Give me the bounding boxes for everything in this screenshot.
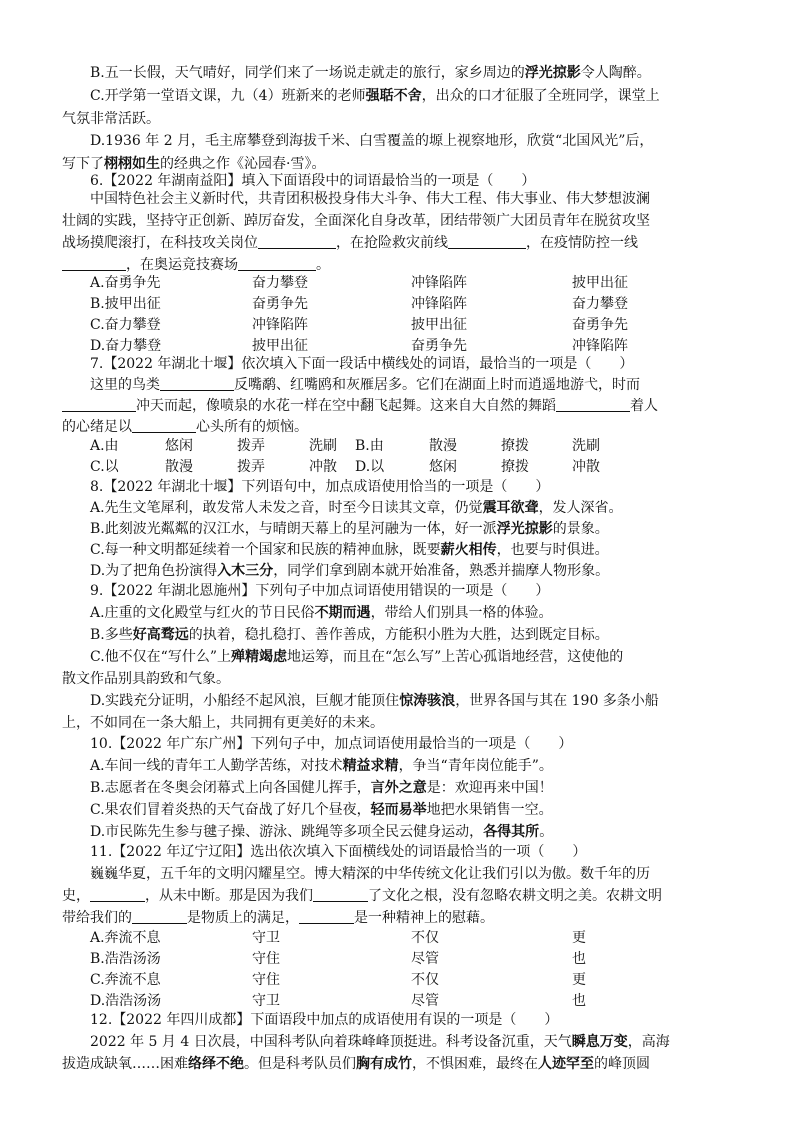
q11-option-text: B.浩浩汤汤 (90, 951, 161, 967)
q11-passage-line3: 带给我们的 是物质上的满足， 是一种精神上的慰藉。 (62, 910, 494, 926)
q6-option-text: B.披甲出征 (90, 296, 161, 312)
q9-option-d-line2: 上，不如同在一条大船上，共同拥有更美好的未来。 (62, 715, 384, 731)
q9-stem: 9.【2022 年湖北恩施州】下列句子中加点词语使用错误的一项是（ ） (90, 583, 550, 599)
q10-option-c: C.果农们冒着炎热的天气奋战了好几个昼夜，轻而易举地把水果销售一空。 (90, 802, 553, 818)
answer-blank (258, 234, 336, 249)
q7-option-text: 悠闲 (165, 438, 193, 454)
q6-option-text: 披甲出征 (411, 317, 467, 333)
q11-option-text: 守卫 (252, 993, 280, 1009)
q12-stem: 12.【2022 年四川成都】下面语段中加点的成语使用有误的一项是（ ） (90, 1012, 559, 1028)
q7-passage-line2: 冲天而起，像喷泉的水花一样在空中翻飞起舞。这来自大自然的舞蹈 着人 (62, 397, 658, 415)
q8-stem: 8.【2022 年湖北十堰】下列语句中，加点成语使用恰当的一项是（ ） (90, 479, 550, 495)
q10-option-b: B.志愿者在冬奥会闭幕式上向各国健儿挥手，言外之意是：欢迎再来中国！ (90, 780, 553, 796)
q6-passage-line4: ，在奥运竞技赛场 。 (62, 256, 330, 274)
q10-option-a: A.车间一线的青年工人勤学苦练，对技术精益求精，争当“青年岗位能手”。 (90, 758, 553, 774)
q11-option-text: 也 (572, 951, 586, 967)
q11-option-text: 尽管 (411, 951, 439, 967)
q6-option-text: A.奋勇争先 (90, 275, 161, 291)
q6-option-text: 奋勇争先 (252, 296, 308, 312)
q7-option-text: 散漫 (429, 438, 457, 454)
q6-option-text: 冲锋陷阵 (572, 338, 628, 354)
q11-option-text: D.浩浩汤汤 (90, 993, 162, 1009)
answer-blank (299, 909, 354, 924)
q6-option-text: 冲锋陷阵 (411, 275, 467, 291)
q6-stem: 6.【2022 年湖南益阳】填入下面语段中的词语最恰当的一项是（ ） (90, 173, 536, 189)
q10-stem: 10.【2022 年广东广州】下列句子中，加点词语使用最恰当的一项是（ ） (90, 736, 573, 752)
answer-blank (313, 887, 368, 902)
answer-blank (160, 376, 234, 391)
q9-option-c-line2: 散文作品别具韵致和气象。 (62, 671, 230, 687)
q11-option-text: 更 (572, 972, 586, 988)
answer-blank (238, 256, 316, 271)
answer-blank (132, 909, 187, 924)
q6-option-text: 奋勇争先 (572, 317, 628, 333)
q7-option-text: 撩拨 (501, 459, 529, 475)
q11-option-text: 也 (572, 993, 586, 1009)
q8-option-c: C.每一种文明都延续着一个国家和民族的精神血脉，既要薪火相传，也要与时俱进。 (90, 542, 609, 558)
q11-option-text: 不仅 (411, 972, 439, 988)
q11-passage-line2: 史， ，从未中断。那是因为我们 了文化之根，没有忽略农耕文明之美。农耕文明 (62, 888, 662, 904)
q5-option-d-line1: D.1936 年 2 月，毛主席攀登到海拔千米、白雪覆盖的塬上视察地形，欣赏“北国风光”后， (90, 133, 654, 149)
q7-passage-line1: 这里的鸟类 反嘴鹬、红嘴鸥和灰雁居多。它们在湖面上时而逍遥地游弋，时而 (90, 377, 640, 393)
answer-blank (448, 234, 526, 249)
q9-option-c-line1: C.他不仅在“写什么”上殚精竭虑地运筹，而且在“怎么写”上苦心孤诣地经营，这使他的 (90, 649, 624, 665)
q11-option-text: 守住 (252, 972, 280, 988)
q7-option-text: 洗刷 (309, 438, 337, 454)
q7-passage-line3: 的心绪足以 心头所有的烦恼。 (62, 419, 308, 435)
q6-option-text: 冲锋陷阵 (411, 296, 467, 312)
q6-passage-line1: 中国特色社会主义新时代，共青团积极投身伟大斗争、伟大工程、伟大事业、伟大梦想波澜 (90, 191, 650, 207)
q6-option-text: 奋力攀登 (252, 275, 308, 291)
q6-option-text: 披甲出征 (572, 275, 628, 291)
q5-option-c-line2: 气氛非常活跃。 (62, 111, 160, 127)
q11-option-text: 守住 (252, 951, 280, 967)
q11-option-text: 尽管 (411, 993, 439, 1009)
q11-option-text: A.奔流不息 (90, 930, 161, 946)
q7-option-text: B.由 (355, 438, 384, 454)
q11-option-text: 更 (572, 930, 586, 946)
answer-blank (132, 418, 196, 433)
answer-blank (90, 887, 145, 902)
q8-option-a: A.先生文笔犀利，敢发常人未发之音，时至今日读其文章，仍觉震耳欲聋，发人深省。 (90, 500, 623, 516)
q11-passage-line1: 巍巍华夏，五千年的文明闪耀星空。博大精深的中华传统文化让我们引以为傲。数千年的历 (90, 866, 650, 882)
q6-option-text: 披甲出征 (252, 338, 308, 354)
q5-option-d-line2: 写下了栩栩如生的经典之作《沁园春·雪》。 (62, 156, 326, 172)
q12-passage-line1: 2022 年 5 月 4 日次晨，中国科考队向着珠峰峰顶挺进。科考设备沉重，天气瞬息万变，高海 (90, 1034, 670, 1050)
q12-passage-line2: 拔造成缺氧……困难络绎不绝。但是科考队员们胸有成竹，不惧困难，最终在人迹罕至的峰顶圆 (62, 1056, 650, 1072)
q6-option-text: C.奋力攀登 (90, 317, 161, 333)
q9-option-d-line1: D.实践充分证明，小船经不起风浪，巨舰才能顶住惊涛骇浪，世界各国与其在 190 多条小船 (90, 693, 659, 709)
q7-option-text: 冲散 (572, 459, 600, 475)
answer-blank (62, 256, 126, 271)
q7-option-text: 冲散 (309, 459, 337, 475)
q7-option-text: C.以 (90, 459, 119, 475)
q7-option-text: A.由 (90, 438, 119, 454)
q7-option-text: 洗刷 (572, 438, 600, 454)
q5-option-b: B.五一长假，天气晴好，同学们来了一场说走就走的旅行，家乡周边的浮光掠影令人陶醉。 (90, 65, 651, 81)
q8-option-d: D.为了把角色扮演得入木三分，同学们拿到剧本就开始准备，熟悉并揣摩人物形象。 (90, 563, 610, 579)
q9-option-a: A.庄重的文化殿堂与红火的节日民俗不期而遇，带给人们别具一格的体验。 (90, 605, 553, 621)
answer-blank (556, 397, 630, 412)
q6-passage-line2: 壮阔的实践，坚持守正创新、踔厉奋发，全面深化自身改革，团结带领广大团员青年在脱贫攻坚 (62, 213, 650, 229)
q10-option-d: D.市民陈先生参与毽子操、游泳、跳绳等多项全民云健身运动，各得其所。 (90, 824, 554, 840)
q6-option-text: D.奋力攀登 (90, 338, 162, 354)
q11-stem: 11.【2022 年辽宁辽阳】选出依次填入下面横线处的词语最恰当的一项（ ） (90, 844, 587, 860)
q6-passage-line3: 战场摸爬滚打，在科技攻关岗位 ，在抢险救灾前线 ，在疫情防控一线 (62, 235, 638, 251)
q7-option-text: 悠闲 (429, 459, 457, 475)
q6-option-text: 冲锋陷阵 (252, 317, 308, 333)
q7-option-text: 拨弄 (237, 438, 265, 454)
answer-blank (62, 397, 136, 412)
q7-stem: 7.【2022 年湖北十堰】依次填入下面一段话中横线处的词语，最恰当的一项是（ ） (90, 356, 634, 372)
q11-option-text: C.奔流不息 (90, 972, 161, 988)
q7-option-text: 拨弄 (237, 459, 265, 475)
q7-option-text: 散漫 (165, 459, 193, 475)
q5-option-c-line1: C.开学第一堂语文课，九（4）班新来的老师强聒不舍，出众的口才征服了全班同学，课堂上 (90, 88, 660, 104)
q6-option-text: 奋力攀登 (572, 296, 628, 312)
q11-option-text: 守卫 (252, 930, 280, 946)
q11-option-text: 不仅 (411, 930, 439, 946)
q7-option-text: D.以 (355, 459, 385, 475)
q6-option-text: 奋勇争先 (411, 338, 467, 354)
q9-option-b: B.多些好高骛远的执着，稳扎稳打、善作善成，方能积小胜为大胜，达到既定目标。 (90, 627, 609, 643)
q7-option-text: 撩拨 (501, 438, 529, 454)
q8-option-b: B.此刻波光粼粼的汉江水，与晴朗天幕上的星河融为一体，好一派浮光掠影的景象。 (90, 521, 609, 537)
